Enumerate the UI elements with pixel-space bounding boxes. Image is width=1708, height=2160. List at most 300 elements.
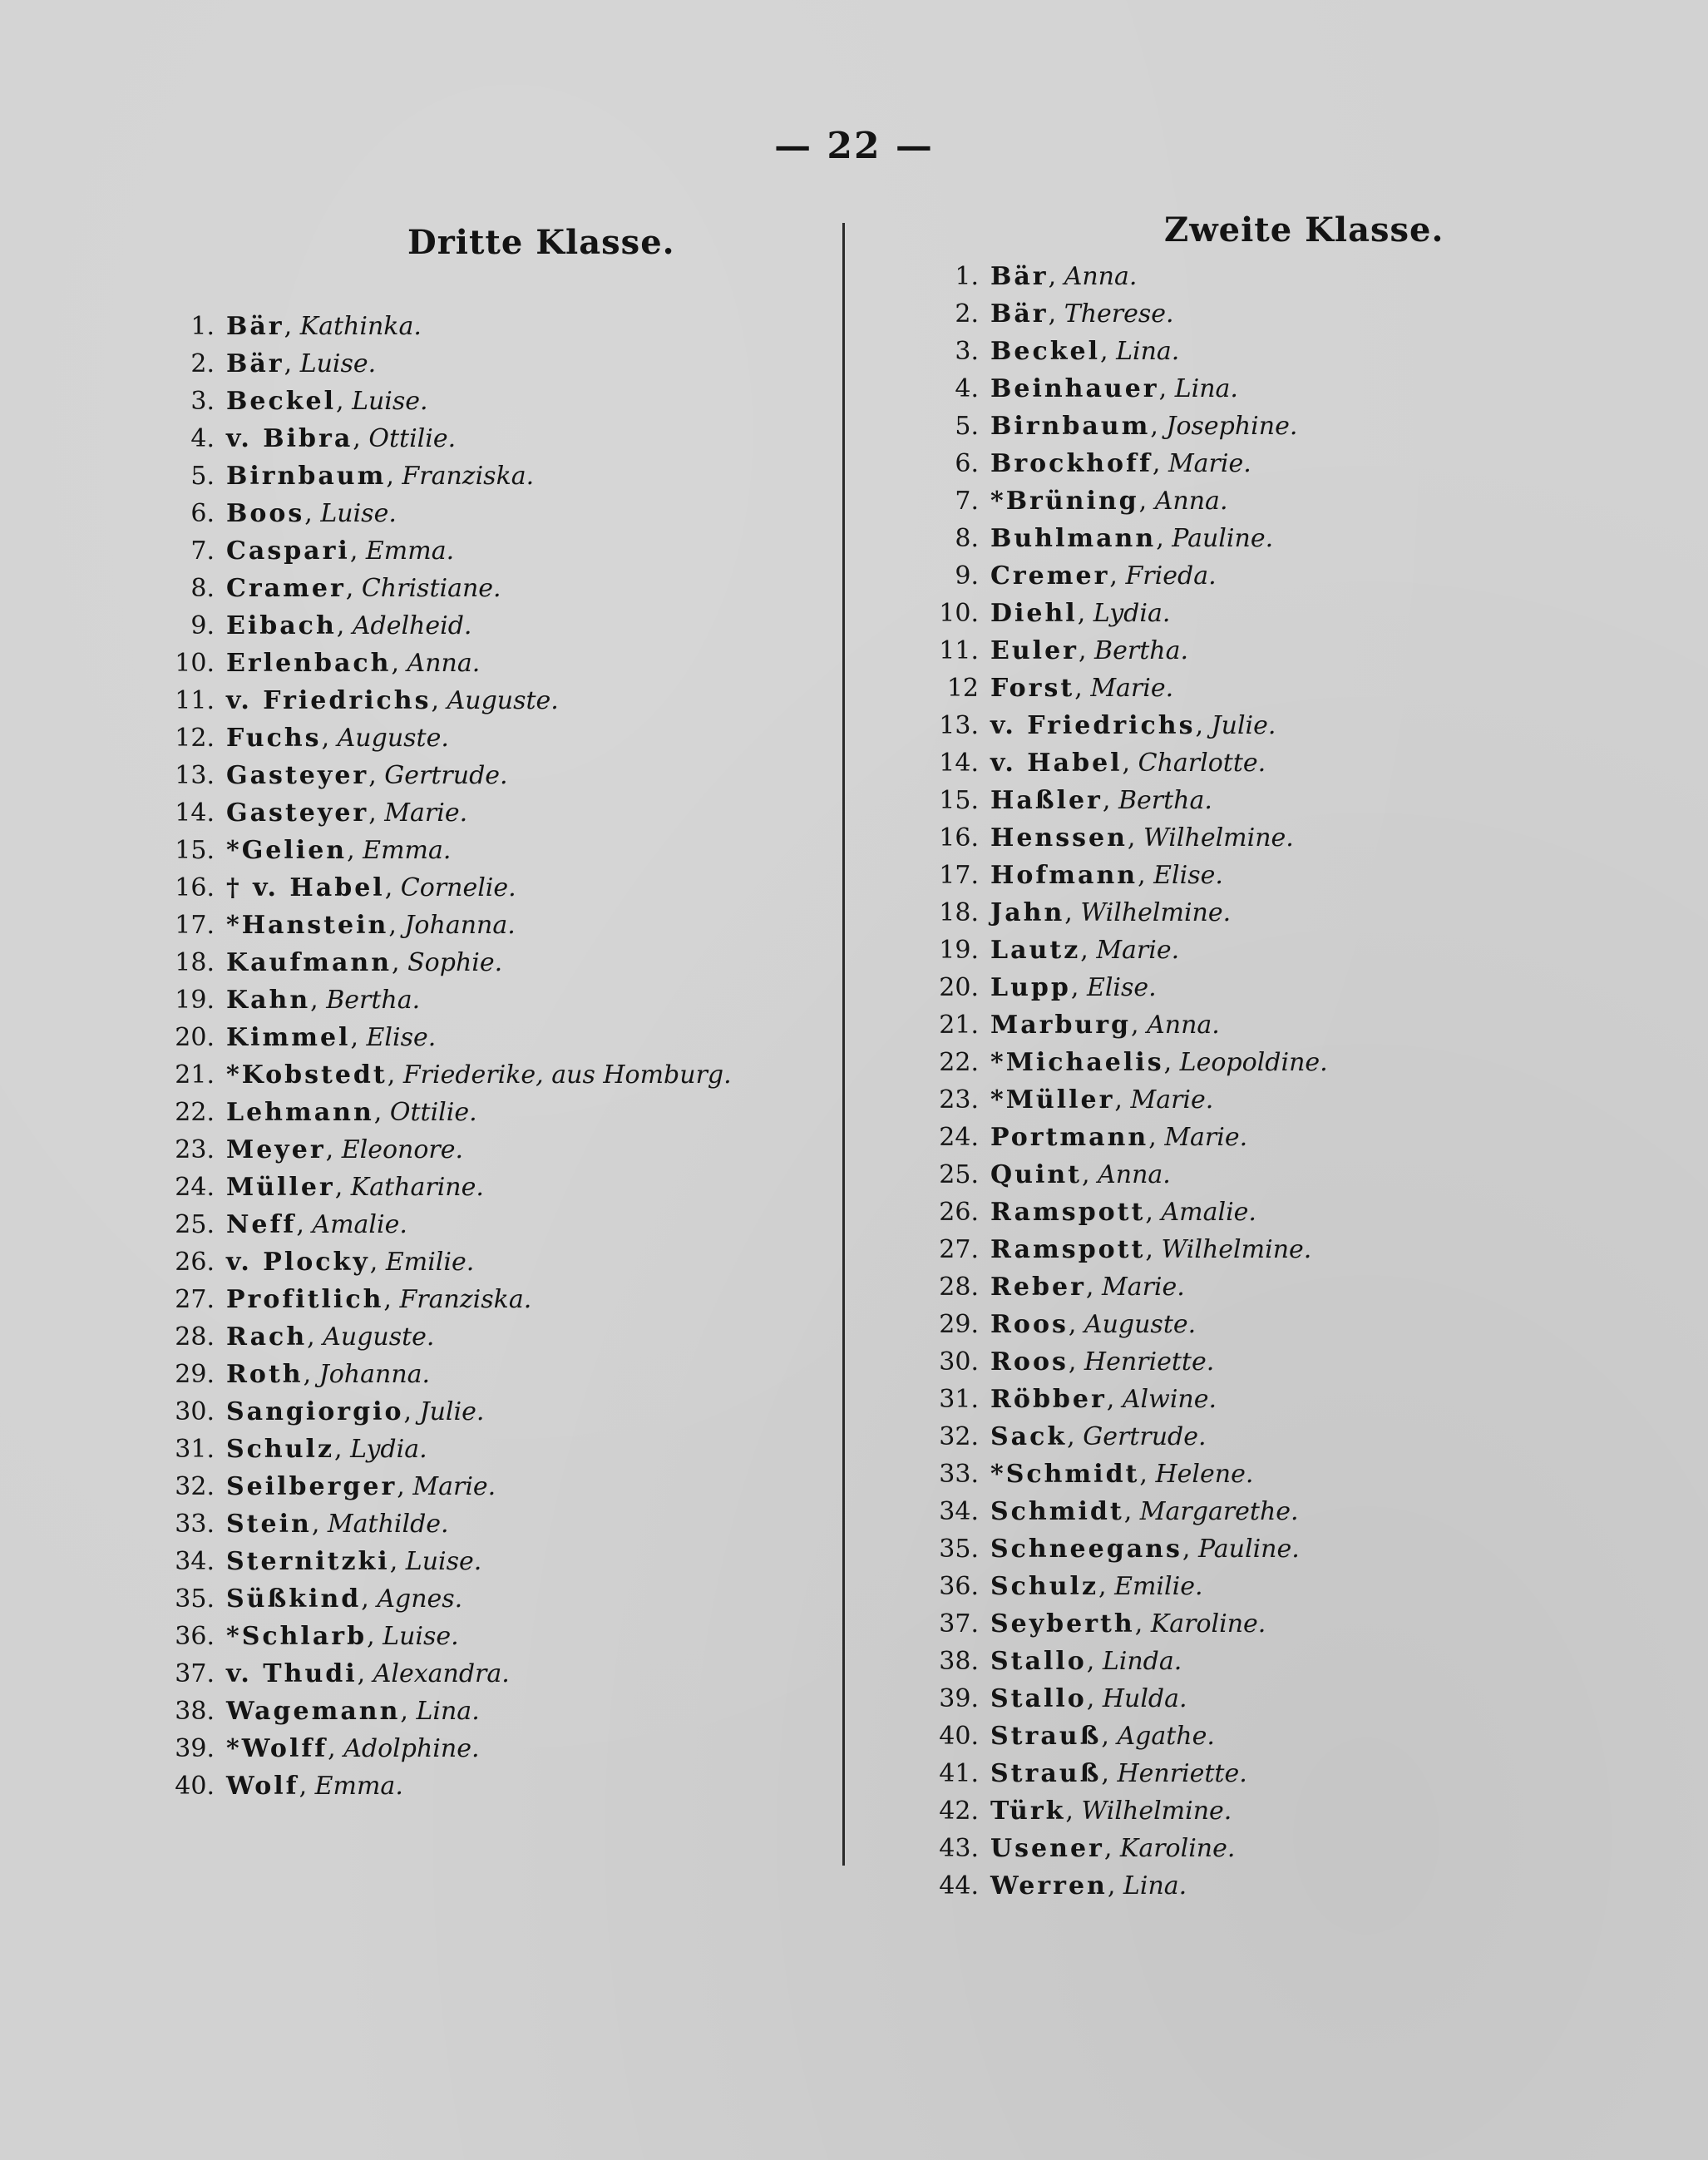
- entry-given-name: Adelheid.: [352, 611, 472, 640]
- entry-surname: † v. Habel: [226, 873, 385, 902]
- entry-given-name: Emma.: [314, 1772, 403, 1801]
- class-heading-second: Zweite Klasse.: [1164, 210, 1444, 250]
- entry-number: 40.: [939, 1722, 979, 1751]
- entry-separator: ,: [347, 836, 363, 865]
- entry-number: 28.: [939, 1273, 979, 1302]
- entry-number: 6.: [955, 449, 979, 478]
- entry-surname: Müller: [226, 1173, 335, 1202]
- entry-separator: ,: [1134, 1609, 1151, 1639]
- entry-surname: Brockhoff: [990, 449, 1153, 478]
- list-item: [150, 607, 732, 645]
- entry-given-name: Elise.: [366, 1023, 437, 1052]
- entry-number: 8.: [955, 524, 979, 553]
- list-item: [150, 1356, 732, 1393]
- entry-number: 26.: [939, 1198, 979, 1227]
- entry-number: 21.: [175, 1060, 215, 1090]
- entry-surname: Bär: [990, 262, 1049, 291]
- list-item: [902, 1493, 1328, 1530]
- entry-given-name: Elise.: [1153, 861, 1223, 890]
- entry-number: 11.: [175, 686, 215, 715]
- entry-surname: Türk: [990, 1797, 1066, 1826]
- list-item: [902, 1456, 1328, 1493]
- entry-separator: ,: [1139, 1460, 1156, 1489]
- entry-surname: Marburg: [990, 1011, 1132, 1040]
- list-item: [150, 907, 732, 944]
- list-item: [902, 1830, 1328, 1867]
- entry-separator: ,: [1099, 337, 1117, 366]
- entry-surname: Birnbaum: [226, 462, 387, 491]
- entry-separator: ,: [387, 1060, 403, 1090]
- entry-number: 32.: [939, 1422, 979, 1451]
- entry-number: 14.: [939, 749, 979, 778]
- entry-surname: Werren: [990, 1871, 1108, 1901]
- entry-given-name: Agathe.: [1117, 1722, 1215, 1751]
- entry-surname: Lupp: [990, 973, 1071, 1002]
- entry-surname: Roth: [226, 1360, 304, 1389]
- entry-surname: Rach: [226, 1322, 308, 1352]
- entry-number: 20.: [939, 973, 979, 1002]
- list-item: [902, 1568, 1328, 1605]
- entry-number: 11.: [939, 636, 979, 665]
- entry-surname: Sack: [990, 1422, 1068, 1451]
- list-item: [902, 408, 1328, 445]
- entry-separator: ,: [368, 798, 385, 828]
- entry-number: 12: [946, 674, 979, 703]
- entry-number: 7.: [190, 536, 215, 566]
- list-item: [902, 670, 1328, 707]
- entry-separator: ,: [1114, 1085, 1131, 1115]
- entry-number: 15.: [175, 836, 215, 865]
- entry-number: 36.: [175, 1622, 215, 1651]
- entry-separator: ,: [328, 1734, 344, 1763]
- entry-separator: ,: [304, 499, 321, 528]
- list-item: [150, 794, 732, 832]
- list-item: [902, 1156, 1328, 1194]
- entry-separator: ,: [336, 611, 353, 640]
- entry-surname: Süßkind: [226, 1584, 362, 1614]
- entry-separator: ,: [1102, 786, 1118, 815]
- entry-given-name: Emma.: [365, 536, 455, 566]
- entry-surname: Kaufmann: [226, 948, 392, 977]
- entry-separator: ,: [357, 1659, 373, 1688]
- entry-separator: ,: [1195, 711, 1212, 740]
- entry-number: 39.: [939, 1684, 979, 1713]
- entry-surname: Roos: [990, 1310, 1069, 1339]
- entry-number: 22.: [939, 1048, 979, 1077]
- entry-separator: ,: [311, 1510, 328, 1539]
- entry-separator: ,: [307, 1322, 323, 1352]
- list-item: [902, 1381, 1328, 1418]
- entry-given-name: Auguste.: [447, 686, 559, 715]
- entry-surname: Schmidt: [990, 1497, 1124, 1526]
- entry-surname: Sangiorgio: [226, 1397, 404, 1426]
- list-item: [902, 557, 1328, 595]
- list-item: [150, 495, 732, 532]
- entry-given-name: Agnes.: [377, 1584, 463, 1614]
- list-item: [150, 1543, 732, 1580]
- list-item: [902, 1680, 1328, 1718]
- entry-given-name: Luise.: [352, 387, 428, 416]
- entry-separator: ,: [334, 1435, 351, 1464]
- entry-separator: ,: [1152, 449, 1168, 478]
- entry-given-name: Lydia.: [350, 1435, 427, 1464]
- entry-given-name: Ottilie.: [389, 1098, 477, 1127]
- entry-given-name: Emma.: [363, 836, 452, 865]
- entry-number: 26.: [175, 1248, 215, 1277]
- entry-surname: Haßler: [990, 786, 1103, 815]
- entry-given-name: Frieda.: [1125, 561, 1217, 591]
- entry-separator: ,: [383, 1285, 400, 1314]
- entry-surname: v. Plocky: [226, 1248, 370, 1277]
- list-item: [902, 482, 1328, 520]
- entry-surname: Erlenbach: [226, 649, 392, 678]
- entry-number: 15.: [939, 786, 979, 815]
- list-item: [150, 1094, 732, 1131]
- entry-separator: ,: [1150, 412, 1167, 441]
- entry-given-name: Auguste.: [323, 1322, 435, 1352]
- list-item: [902, 857, 1328, 894]
- entry-separator: ,: [1101, 1722, 1118, 1751]
- entry-separator: ,: [1078, 636, 1095, 665]
- entry-separator: ,: [1156, 524, 1172, 553]
- entry-number: 13.: [175, 761, 215, 790]
- entry-number: 4.: [955, 374, 979, 403]
- entry-number: 18.: [939, 898, 979, 927]
- entry-surname: Cremer: [990, 561, 1110, 591]
- list-item: [150, 1655, 732, 1693]
- list-item: [150, 645, 732, 682]
- entry-number: 16.: [175, 873, 215, 902]
- entry-given-name: Anna.: [1154, 487, 1228, 516]
- entry-separator: ,: [368, 761, 385, 790]
- entry-separator: ,: [353, 424, 369, 453]
- list-item: [150, 420, 732, 457]
- entry-surname: Bär: [226, 349, 284, 378]
- entry-given-name: Lina.: [1123, 1871, 1187, 1901]
- entry-given-name: Lina.: [1116, 337, 1180, 366]
- page-number: — 22 —: [774, 125, 934, 167]
- entry-number: 1.: [190, 312, 215, 341]
- entry-given-name: Marie.: [1101, 1273, 1185, 1302]
- entry-separator: ,: [335, 387, 353, 416]
- entry-surname: *Michaelis: [990, 1048, 1164, 1077]
- entry-given-name: Marie.: [1167, 449, 1251, 478]
- entry-surname: Lautz: [990, 936, 1081, 965]
- entry-surname: Profitlich: [226, 1285, 384, 1314]
- entry-given-name: Margarethe.: [1139, 1497, 1299, 1526]
- entry-number: 2.: [955, 299, 979, 329]
- entry-separator: ,: [1101, 1759, 1118, 1788]
- list-item: [902, 1792, 1328, 1830]
- entry-separator: ,: [1068, 1347, 1084, 1377]
- entry-separator: ,: [369, 1248, 386, 1277]
- entry-number: 7.: [955, 487, 979, 516]
- entry-surname: Strauß: [990, 1722, 1102, 1751]
- entry-separator: ,: [386, 462, 402, 491]
- entry-given-name: Alexandra.: [373, 1659, 510, 1688]
- entry-given-name: Leopoldine.: [1179, 1048, 1328, 1077]
- entry-surname: Portmann: [990, 1123, 1149, 1152]
- entry-given-name: Therese.: [1064, 299, 1174, 329]
- entry-given-name: Marie.: [384, 798, 468, 828]
- entry-separator: ,: [1077, 599, 1093, 628]
- entry-number: 25.: [939, 1160, 979, 1189]
- entry-number: 38.: [175, 1697, 215, 1726]
- entry-surname: *Schlarb: [226, 1622, 368, 1651]
- list-item: [150, 1580, 732, 1618]
- list-item: [902, 707, 1328, 744]
- list-item: [902, 1605, 1328, 1643]
- entry-given-name: Pauline.: [1172, 524, 1274, 553]
- entry-separator: ,: [1048, 299, 1064, 329]
- entry-surname: *Müller: [990, 1085, 1115, 1115]
- entry-number: 34.: [939, 1497, 979, 1526]
- list-item: [902, 1006, 1328, 1044]
- entry-separator: ,: [1048, 262, 1064, 291]
- entry-number: 35.: [175, 1584, 215, 1614]
- entry-given-name: Marie.: [412, 1472, 496, 1501]
- entry-surname: Röbber: [990, 1385, 1107, 1414]
- entry-given-name: Elise.: [1086, 973, 1157, 1002]
- entry-separator: ,: [1106, 1385, 1123, 1414]
- entry-surname: Schneegans: [990, 1535, 1182, 1564]
- list-item: [150, 1618, 732, 1655]
- entry-surname: Strauß: [990, 1759, 1102, 1788]
- entry-separator: ,: [1065, 1797, 1082, 1826]
- entry-separator: ,: [367, 1622, 383, 1651]
- entry-given-name: Bertha.: [326, 986, 421, 1015]
- list-item: [902, 1343, 1328, 1381]
- entry-surname: Meyer: [226, 1135, 326, 1164]
- entry-separator: ,: [1080, 936, 1097, 965]
- entry-surname: Reber: [990, 1273, 1086, 1302]
- entry-number: 16.: [939, 823, 979, 853]
- entry-number: 24.: [939, 1123, 979, 1152]
- list-item: [150, 1393, 732, 1431]
- entry-surname: Wagemann: [226, 1697, 401, 1726]
- entry-surname: v. Habel: [990, 749, 1123, 778]
- entry-given-name: Cornelie.: [400, 873, 516, 902]
- entry-surname: Beckel: [990, 337, 1100, 366]
- entry-separator: ,: [1098, 1572, 1115, 1601]
- entry-number: 3.: [955, 337, 979, 366]
- entry-number: 28.: [175, 1322, 215, 1352]
- entry-surname: *Gelien: [226, 836, 348, 865]
- entry-number: 17.: [175, 911, 215, 940]
- entry-separator: ,: [389, 1547, 406, 1576]
- entry-number: 38.: [939, 1647, 979, 1676]
- list-item: [902, 932, 1328, 969]
- entry-separator: ,: [284, 312, 300, 341]
- entry-number: 13.: [939, 711, 979, 740]
- entry-surname: Stallo: [990, 1647, 1087, 1676]
- list-item: [902, 1867, 1328, 1905]
- list-item: [150, 981, 732, 1019]
- entry-given-name: Linda.: [1102, 1647, 1182, 1676]
- entry-number: 31.: [939, 1385, 979, 1414]
- entry-given-name: Luise.: [320, 499, 397, 528]
- entry-number: 9.: [190, 611, 215, 640]
- entry-separator: ,: [1086, 1647, 1103, 1676]
- entry-separator: ,: [1163, 1048, 1180, 1077]
- entry-separator: ,: [384, 873, 401, 902]
- entry-surname: *Wolff: [226, 1734, 328, 1763]
- entry-given-name: Auguste.: [1084, 1310, 1197, 1339]
- list-item: [150, 1693, 732, 1730]
- column-divider: [842, 223, 845, 1866]
- entry-number: 29.: [175, 1360, 215, 1389]
- entry-separator: ,: [1074, 674, 1091, 703]
- list-item: [150, 383, 732, 420]
- entry-separator: ,: [1182, 1535, 1198, 1564]
- entry-given-name: Franziska.: [399, 1285, 532, 1314]
- list-item: [902, 1194, 1328, 1231]
- entry-separator: ,: [296, 1210, 313, 1239]
- entry-number: 1.: [955, 262, 979, 291]
- list-item: [902, 744, 1328, 782]
- entry-given-name: Alwine.: [1122, 1385, 1217, 1414]
- entry-number: 10.: [175, 649, 215, 678]
- entry-separator: ,: [334, 1173, 351, 1202]
- entry-separator: ,: [1109, 561, 1126, 591]
- list-item: [150, 1056, 732, 1094]
- entry-given-name: Wilhelmine.: [1081, 1797, 1232, 1826]
- entry-separator: ,: [1086, 1684, 1103, 1713]
- entry-surname: Birnbaum: [990, 412, 1151, 441]
- list-item: [150, 308, 732, 345]
- list-item: [902, 1081, 1328, 1119]
- entry-separator: ,: [1068, 1310, 1084, 1339]
- entry-separator: ,: [1122, 749, 1138, 778]
- entry-given-name: Marie.: [1096, 936, 1180, 965]
- entry-surname: v. Friedrichs: [226, 686, 432, 715]
- entry-surname: Seyberth: [990, 1609, 1135, 1639]
- entry-surname: Schulz: [990, 1572, 1098, 1601]
- entry-number: 27.: [939, 1235, 979, 1264]
- entry-given-name: Bertha.: [1094, 636, 1188, 665]
- entry-separator: ,: [373, 1098, 390, 1127]
- entry-number: 2.: [190, 349, 215, 378]
- entry-given-name: Henriette.: [1084, 1347, 1215, 1377]
- second-class-list: [902, 258, 1328, 1905]
- entry-surname: Fuchs: [226, 724, 322, 753]
- list-item: [902, 782, 1328, 819]
- entry-number: 25.: [175, 1210, 215, 1239]
- entry-surname: Stein: [226, 1510, 312, 1539]
- entry-surname: v. Friedrichs: [990, 711, 1196, 740]
- entry-separator: ,: [1138, 487, 1155, 516]
- list-item: [902, 894, 1328, 932]
- list-item: [150, 1169, 732, 1206]
- entry-surname: Kahn: [226, 986, 311, 1015]
- entry-separator: ,: [350, 1023, 367, 1052]
- list-item: [902, 445, 1328, 482]
- entry-given-name: Bertha.: [1118, 786, 1212, 815]
- entry-surname: v. Thudi: [226, 1659, 358, 1688]
- entry-given-name: Johanna.: [404, 911, 516, 940]
- entry-surname: Gasteyer: [226, 761, 369, 790]
- entry-given-name: Hulda.: [1102, 1684, 1187, 1713]
- list-item: [150, 1131, 732, 1169]
- entry-separator: ,: [397, 1472, 413, 1501]
- list-item: [902, 1306, 1328, 1343]
- entry-number: 23.: [939, 1085, 979, 1115]
- entry-separator: ,: [284, 349, 300, 378]
- list-item: [902, 295, 1328, 333]
- entry-surname: *Kobstedt: [226, 1060, 388, 1090]
- entry-given-name: Henriette.: [1117, 1759, 1247, 1788]
- entry-surname: Bär: [226, 312, 284, 341]
- entry-surname: Beinhauer: [990, 374, 1159, 403]
- entry-given-name: Anna.: [1064, 262, 1138, 291]
- entry-number: 35.: [939, 1535, 979, 1564]
- entry-surname: Henssen: [990, 823, 1128, 853]
- list-item: [902, 969, 1328, 1006]
- entry-given-name: Johanna.: [318, 1360, 431, 1389]
- entry-given-name: Sophie.: [407, 948, 503, 977]
- entry-separator: ,: [388, 911, 405, 940]
- entry-number: 44.: [939, 1871, 979, 1901]
- entry-surname: Seilberger: [226, 1472, 397, 1501]
- entry-surname: v. Bibra: [226, 424, 353, 453]
- entry-surname: Ramspott: [990, 1198, 1146, 1227]
- entry-surname: Schulz: [226, 1435, 334, 1464]
- entry-given-name: Julie.: [1211, 711, 1276, 740]
- entry-surname: Beckel: [226, 387, 336, 416]
- entry-given-name: Katharine.: [350, 1173, 484, 1202]
- entry-number: 9.: [955, 561, 979, 591]
- entry-given-name: Friederike, aus Homburg.: [402, 1060, 732, 1090]
- entry-surname: Diehl: [990, 599, 1078, 628]
- entry-given-name: Luise.: [299, 349, 377, 378]
- entry-number: 6.: [190, 499, 215, 528]
- entry-given-name: Lina.: [1174, 374, 1238, 403]
- entry-number: 33.: [939, 1460, 979, 1489]
- entry-given-name: Anna.: [407, 649, 481, 678]
- entry-given-name: Marie.: [1130, 1085, 1214, 1115]
- list-item: [150, 1767, 732, 1805]
- entry-given-name: Gertrude.: [384, 761, 508, 790]
- entry-surname: Gasteyer: [226, 798, 369, 828]
- list-item: [902, 1231, 1328, 1268]
- entry-number: 34.: [175, 1547, 215, 1576]
- entry-surname: *Hanstein: [226, 911, 389, 940]
- entry-surname: Cramer: [226, 574, 346, 603]
- entry-number: 37.: [175, 1659, 215, 1688]
- entry-surname: *Schmidt: [990, 1460, 1140, 1489]
- entry-given-name: Eleonore.: [341, 1135, 464, 1164]
- list-item: [902, 819, 1328, 857]
- entry-number: 31.: [175, 1435, 215, 1464]
- entry-given-name: Amalie.: [312, 1210, 407, 1239]
- entry-number: 17.: [939, 861, 979, 890]
- entry-given-name: Kathinka.: [299, 312, 422, 341]
- list-item: [150, 757, 732, 794]
- list-item: [150, 457, 732, 495]
- entry-given-name: Anna.: [1098, 1160, 1171, 1189]
- entry-number: 5.: [190, 462, 215, 491]
- entry-separator: ,: [1145, 1198, 1162, 1227]
- list-item: [150, 1318, 732, 1356]
- list-item: [902, 520, 1328, 557]
- entry-separator: ,: [1158, 374, 1175, 403]
- entry-number: 27.: [175, 1285, 215, 1314]
- list-item: [150, 345, 732, 383]
- list-item: [150, 1431, 732, 1468]
- entry-surname: Buhlmann: [990, 524, 1157, 553]
- entry-separator: ,: [361, 1584, 378, 1614]
- entry-separator: ,: [321, 724, 338, 753]
